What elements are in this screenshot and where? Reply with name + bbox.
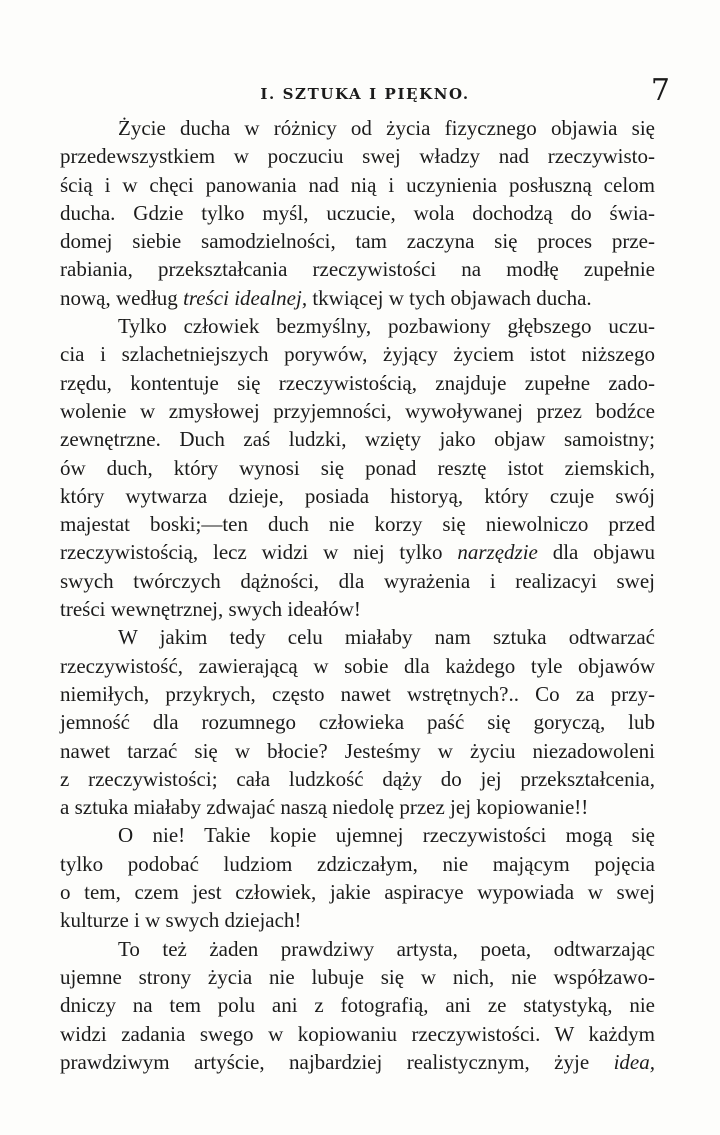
text-line: kulturze i w swych dziejach! xyxy=(60,908,302,933)
text-line: o tem, czem jest człowiek, jakie aspiracye wypowiada w swej xyxy=(60,880,655,905)
italic-emphasis: narzędzie xyxy=(457,540,538,565)
text-line: a sztuka miałaby zdwajać naszą niedolę przez jej kopiowanie!! xyxy=(60,795,589,820)
text-line: tylko podobać ludziom zdziczałym, nie mającym pojęcia xyxy=(60,851,655,876)
text-line: ducha. Gdzie tylko myśl, uczucie, wola dochodzą do świa- xyxy=(60,200,655,225)
text-line: rzeczywistość, zawierającą w sobie dla każdego tyle objawów xyxy=(60,653,655,678)
italic-emphasis: idea, xyxy=(613,1049,655,1074)
italic-emphasis: treści idealnej, xyxy=(183,285,308,310)
text-line: dniczy na tem polu ani z fotografią, ani ze statystyką, nie xyxy=(60,993,655,1018)
text-line: Życie ducha w różnicy od życia fizycznego objawia się xyxy=(118,116,655,140)
text-line: wolenie w zmysłowej przyjemności, wywoływanej przez bodźce xyxy=(60,398,655,423)
text-line: domej siebie samodzielności, tam zaczyna się proces prze- xyxy=(60,229,655,254)
text-run: rzeczywistością, lecz widzi w niej tylko xyxy=(60,540,458,565)
text-line: przedewszystkiem w poczuciu swej władzy nad rzeczywisto- xyxy=(60,144,655,169)
text-line: niemiłych, przykrych, często nawet wstrętnych?.. Co za przy- xyxy=(60,681,655,706)
text-line: ujemne strony życia nie lubuje się w nich, nie współzawo- xyxy=(60,964,655,989)
text-line: ścią i w chęci panowania nad nią i uczynienia posłuszną celom xyxy=(60,172,655,197)
text-line: swych twórczych dążności, dla wyrażenia i realizacyi swej xyxy=(60,568,655,593)
text-line: treści wewnętrznej, swych ideałów! xyxy=(60,597,361,622)
text-line xyxy=(60,1048,655,1076)
text-line: który wytwarza dzieje, posiada historyą, który czuje swój xyxy=(60,483,655,508)
text-line: ów duch, który wynosi się ponad resztę istot ziemskich, xyxy=(60,455,655,480)
text-line: To też żaden prawdziwy artysta, poeta, odtwarzając xyxy=(118,936,655,961)
text-line: rzędu, kontentuje się rzeczywistością, znajduje zupełne zado- xyxy=(60,370,655,395)
text-run: nową, według xyxy=(60,285,184,310)
text-run: prawdziwym artyście, najbardziej realistycznym, żyje xyxy=(60,1049,614,1074)
paragraph xyxy=(60,114,655,312)
paragraph xyxy=(60,623,655,821)
text-line: majestat boski;—ten duch nie korzy się niewolniczo przed xyxy=(60,512,655,537)
text-line: rabiania, przekształcania rzeczywistości na modłę zupełnie xyxy=(60,257,655,282)
paragraph xyxy=(60,935,655,1076)
text-line: cia i szlachetniejszych porywów, żyjący życiem istot niższego xyxy=(60,342,655,367)
text-run: tkwiącej w tych objawach ducha. xyxy=(307,285,592,310)
text-run: dla objawu xyxy=(537,540,655,565)
text-line: O nie! Takie kopie ujemnej rzeczywistości mogą się xyxy=(118,823,655,848)
paragraph xyxy=(60,821,655,934)
text-line: Tylko człowiek bezmyślny, pozbawiony głębszego uczu- xyxy=(118,314,655,339)
page-number: 7 xyxy=(650,73,670,108)
text-line: widzi zadania swego w kopiowaniu rzeczywistości. W każdym xyxy=(60,1021,655,1046)
text-line xyxy=(60,284,655,312)
text-line: zewnętrzne. Duch zaś ludzki, wzięty jako objaw samoistny; xyxy=(60,427,655,452)
running-head: I. SZTUKA I PIĘKNO. xyxy=(260,85,470,103)
text-line xyxy=(60,538,655,566)
text-line: W jakim tedy celu miałaby nam sztuka odtwarzać xyxy=(118,625,655,650)
text-line: nawet tarzać się w błocie? Jesteśmy w życiu niezadowoleni xyxy=(60,738,655,763)
body-text xyxy=(60,114,655,1076)
paragraph xyxy=(60,312,655,623)
text-line: jemność dla rozumnego człowieka paść się goryczą, lub xyxy=(60,710,655,735)
text-line: z rzeczywistości; cała ludzkość dąży do jej przekształcenia, xyxy=(60,766,655,791)
page-header xyxy=(60,74,670,114)
